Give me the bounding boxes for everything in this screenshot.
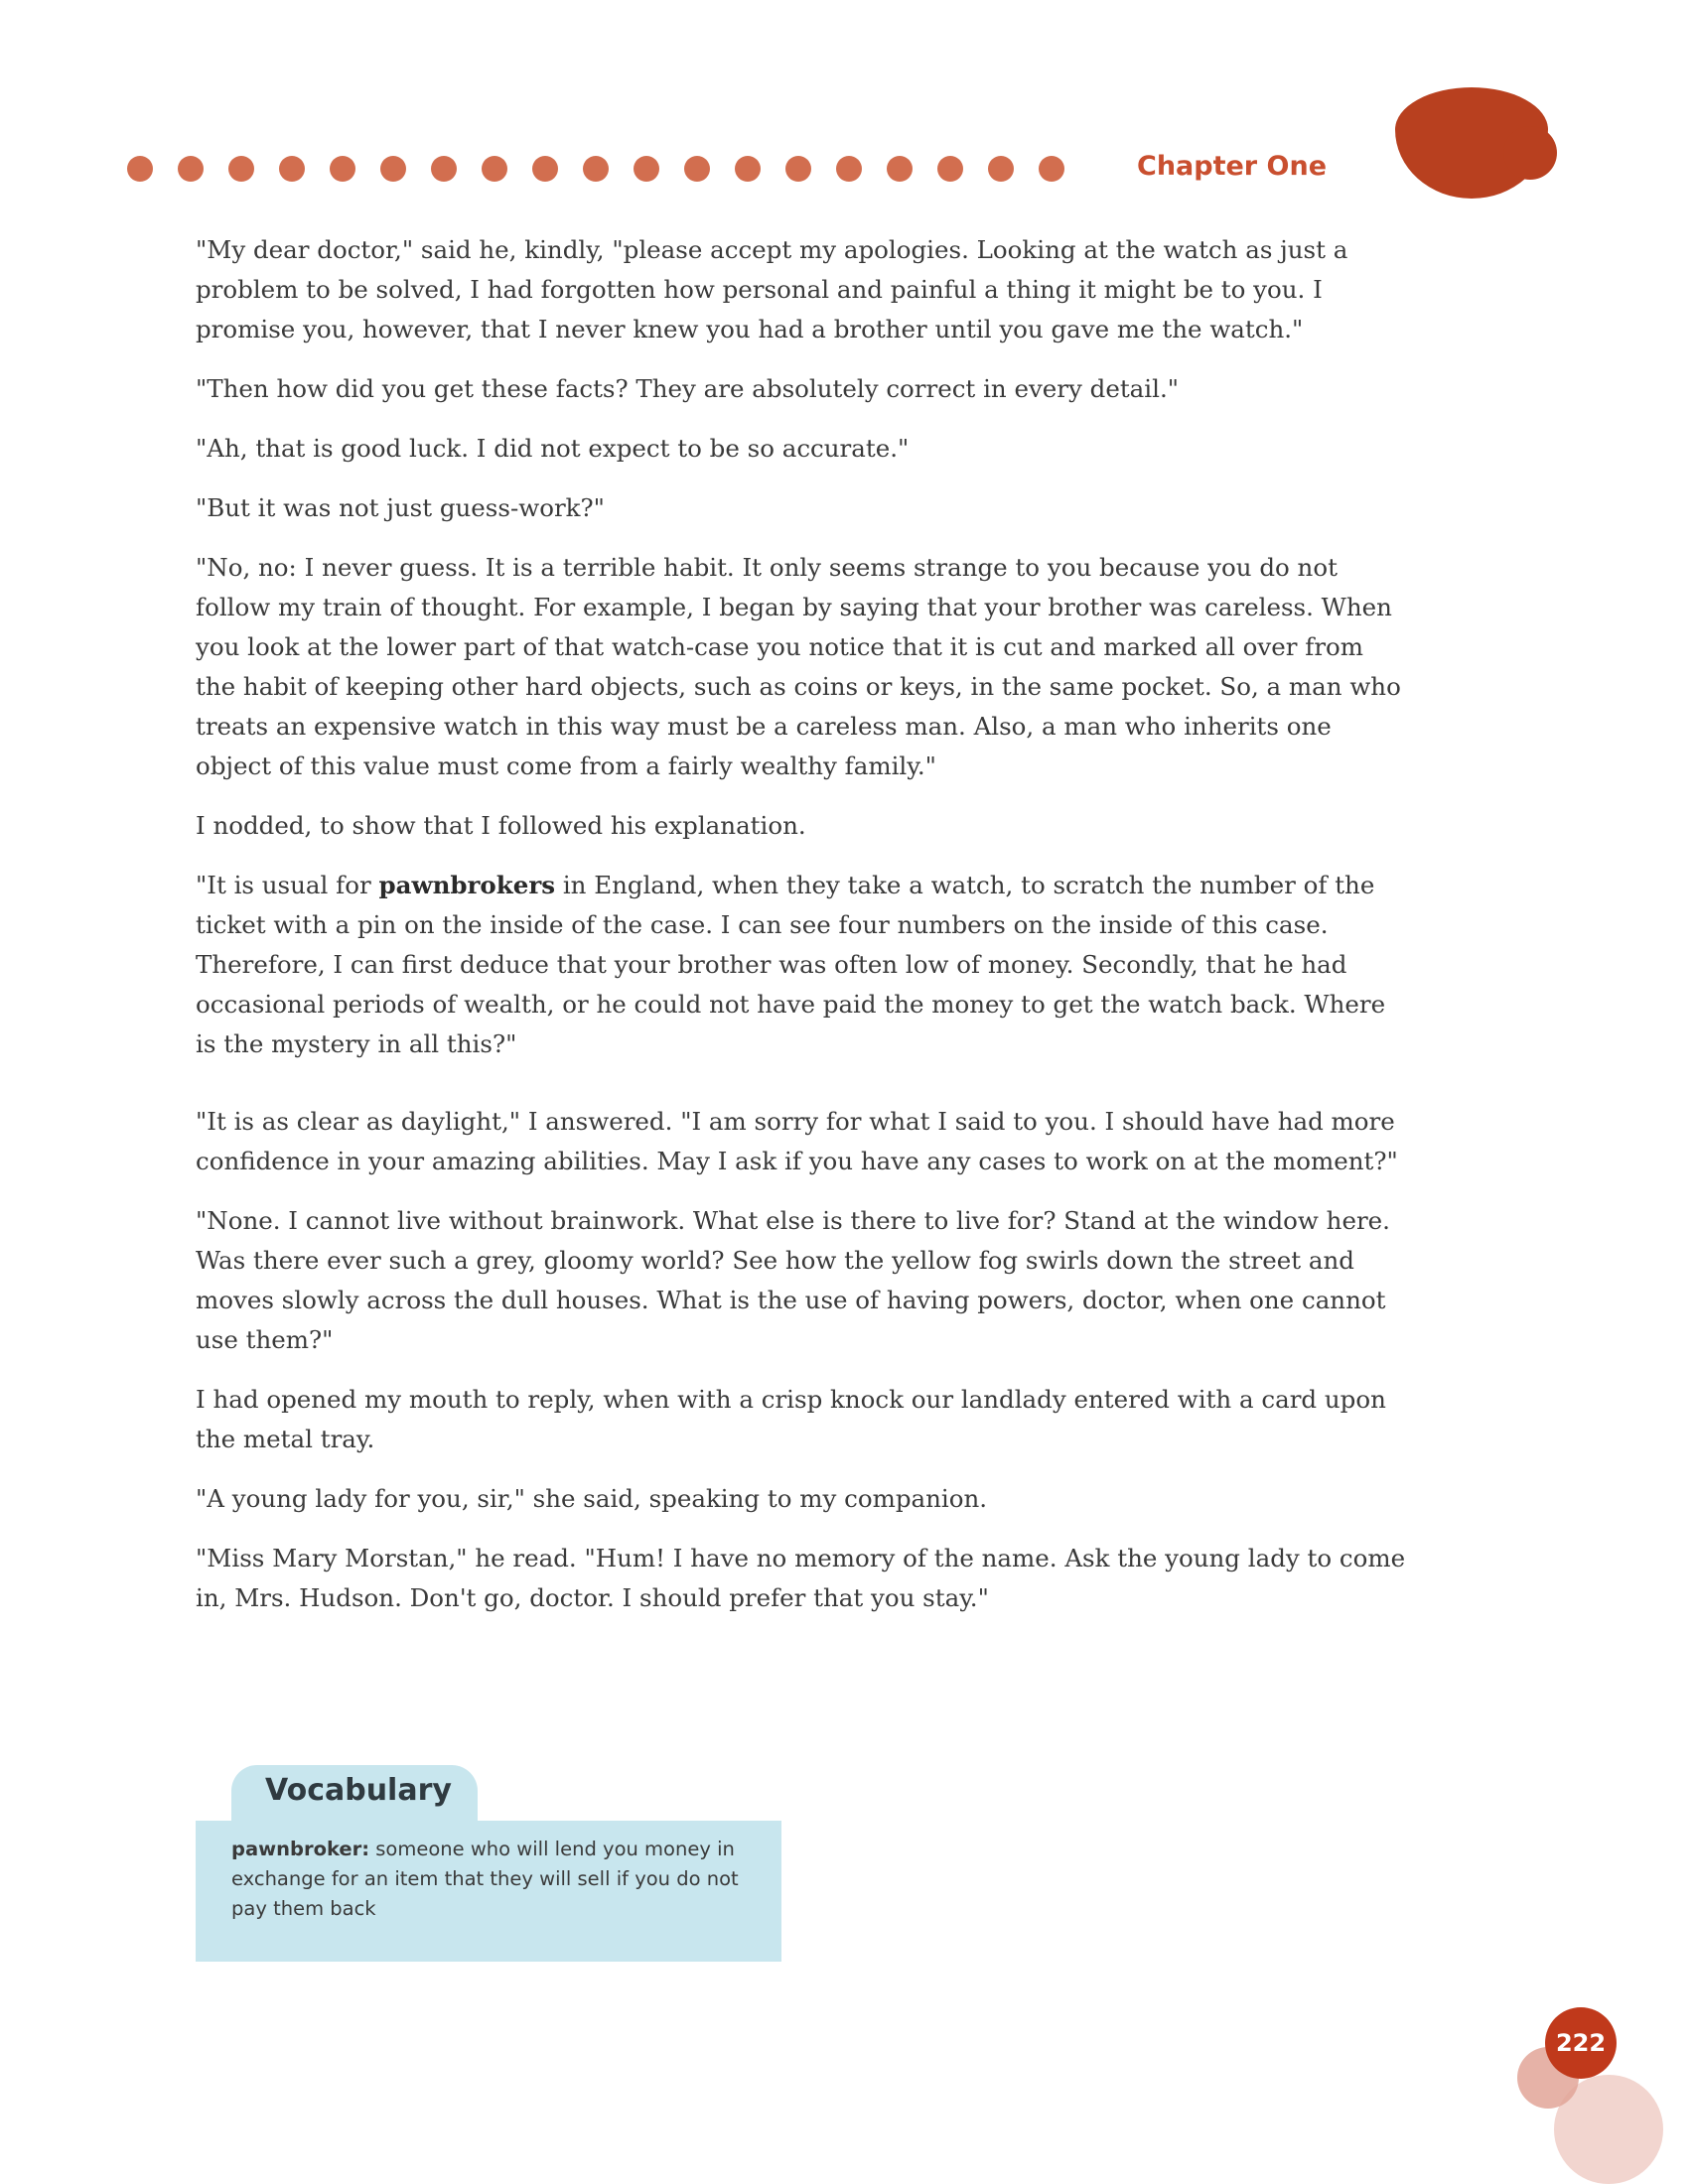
paragraph: I nodded, to show that I followed his explanation.: [196, 811, 806, 840]
decorative-dot: [785, 156, 811, 182]
paragraph: "Ah, that is good luck. I did not expect to be so accurate.": [196, 434, 910, 463]
page-number-badge: 222: [1545, 2007, 1617, 2079]
decorative-dot: [735, 156, 761, 182]
vocabulary-title: Vocabulary: [231, 1765, 478, 1821]
paragraph: "But it was not just guess-work?": [196, 493, 605, 522]
paragraph: "Then how did you get these facts? They are absolutely correct in every detail.": [196, 374, 1180, 403]
decorative-dot: [330, 156, 355, 182]
decorative-dot: [178, 156, 204, 182]
page-header: [0, 0, 1693, 228]
decorative-dot: [228, 156, 254, 182]
decorative-dot: [380, 156, 406, 182]
paragraph: "Miss Mary Morstan," he read. "Hum! I have no memory of the name. Ask the young lady to come in, Mrs. Hudson. Don't go, doctor. I should prefer that you stay.": [196, 1544, 1406, 1612]
paragraph: I had opened my mouth to reply, when with a crisp knock our landlady entered with a card upon the metal tray.: [196, 1385, 1386, 1453]
decorative-dot: [431, 156, 457, 182]
paragraph: "It is as clear as daylight," I answered. "I am sorry for what I said to you. I should have had more confidence in your amazing abilities. May I ask if you have any cases to work on at the moment?": [196, 1107, 1398, 1175]
decorative-dot: [532, 156, 558, 182]
paragraph: "No, no: I never guess. It is a terrible habit. It only seems strange to you because you do not follow my train of thought. For example, I began by saying that your brother was careless. When you look at the lower part of that watch-case you notice that it is cut and marked all over from the habit of keeping other hard objects, such as coins or keys, in the same pocket. So, a man who treats an expensive watch in this way must be a careless man. Also, a man who inherits one object of this value must come from a fairly wealthy family.": [196, 553, 1401, 780]
paragraph: "My dear doctor," said he, kindly, "please accept my apologies. Looking at the watch as just a problem to be solved, I had forgotten how personal and painful a thing it might be to you. I promise you, however, that I never knew you had a brother until you gave me the watch.": [196, 235, 1348, 343]
decorative-dot: [684, 156, 710, 182]
paragraph: "None. I cannot live without brainwork. What else is there to live for? Stand at the window here. Was there ever such a grey, gloomy world? See how the yellow fog swirls down the street and moves slowly across the dull houses. What is the use of having powers, doctor, when one cannot use them?": [196, 1206, 1390, 1354]
decorative-dot: [836, 156, 862, 182]
paragraph-text: "It is usual for: [196, 871, 379, 899]
decorative-dot: [583, 156, 609, 182]
decorative-dot: [482, 156, 507, 182]
decorative-dot: [127, 156, 153, 182]
paragraph: "A young lady for you, sir," she said, speaking to my companion.: [196, 1484, 988, 1513]
decorative-dot: [937, 156, 963, 182]
paragraph-text: in England, when they take a watch, to scratch the number of the ticket with a pin on the inside of the case. I can see four numbers on the inside of this case. Therefore, I can first deduce that your brother was often low of money. Secondly, that he had occasional periods of wealth, or he could not have paid the money to get the watch back. Where is the mystery in all this?": [196, 871, 1386, 1058]
decorative-dot: [988, 156, 1014, 182]
decorative-dot: [279, 156, 305, 182]
paragraph: [196, 866, 1407, 1064]
vocabulary-definition-text: someone who will lend you money in exchange for an item that they will sell if you do not pay them back: [231, 1838, 739, 1920]
vocabulary-definition: [196, 1821, 781, 1962]
decorative-circle-small: [1503, 126, 1557, 180]
decorative-dot: [1039, 156, 1064, 182]
story-text: [196, 230, 1407, 1638]
decorative-dot-row: [127, 156, 1064, 182]
decorative-dot: [887, 156, 913, 182]
vocabulary-term-highlight: pawnbrokers: [378, 871, 556, 899]
decorative-dot: [634, 156, 659, 182]
chapter-title: Chapter One: [1137, 151, 1328, 182]
vocabulary-term: pawnbroker:: [231, 1838, 370, 1860]
vocabulary-box: [196, 1765, 781, 1962]
